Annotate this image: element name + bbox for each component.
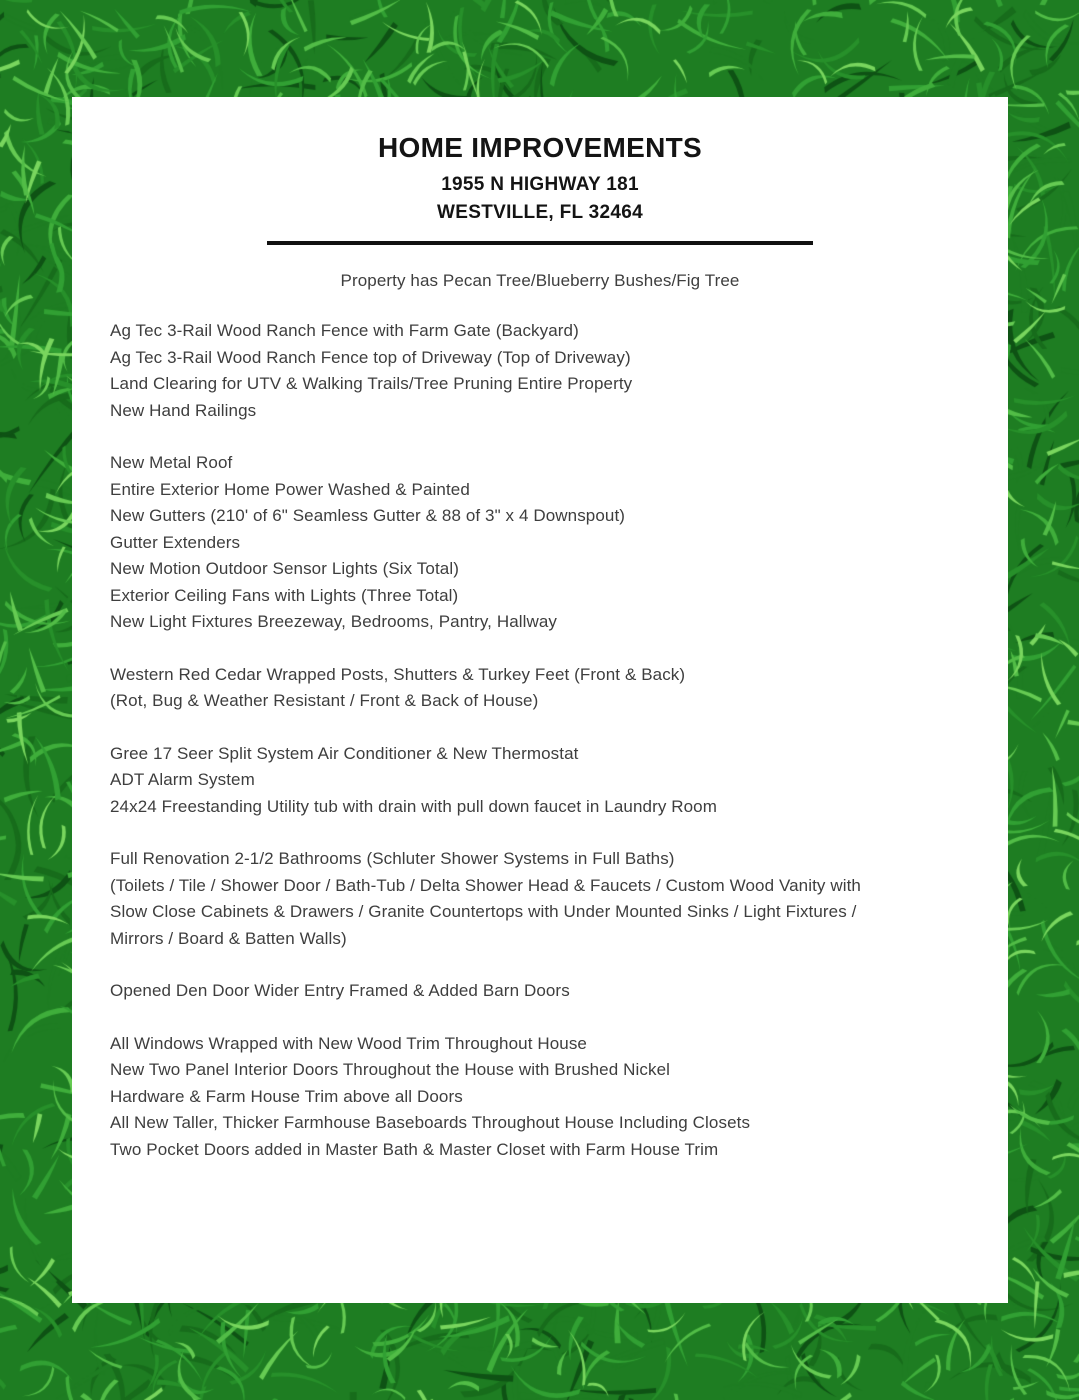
improvement-item: (Toilets / Tile / Shower Door / Bath-Tub / Delta Shower Head & Faucets / Custom Wood Vanity with — [110, 875, 861, 895]
improvement-item: New Two Panel Interior Doors Throughout the House with Brushed Nickel — [110, 1060, 670, 1079]
improvement-item: ADT Alarm System — [110, 770, 255, 789]
improvement-item: Ag Tec 3-Rail Wood Ranch Fence top of Driveway (Top of Driveway) — [110, 347, 631, 367]
improvement-item: Full Renovation 2-1/2 Bathrooms (Schluter Shower Systems in Full Baths) — [110, 849, 675, 868]
section-den — [110, 978, 1008, 1005]
address-line-1: 1955 N HIGHWAY 181 — [441, 174, 639, 195]
header-divider — [267, 241, 813, 245]
improvements-list — [110, 318, 1008, 1163]
improvement-item: Exterior Ceiling Fans with Lights (Three Total) — [110, 585, 459, 605]
improvement-item: Opened Den Door Wider Entry Framed & Added Barn Doors — [110, 981, 570, 1000]
section-bathrooms — [110, 846, 1008, 952]
section-fencing-land — [110, 318, 1008, 424]
improvement-item: Two Pocket Doors added in Master Bath & Master Closet with Farm House Trim — [110, 1139, 719, 1159]
section-exterior — [110, 450, 1008, 636]
improvement-item: All New Taller, Thicker Farmhouse Baseboards Throughout House Including Closets — [110, 1113, 751, 1132]
section-cedar — [110, 662, 1008, 715]
document-paper — [72, 97, 1008, 1303]
improvement-item: New Hand Railings — [110, 400, 257, 420]
section-windows-doors — [110, 1031, 1008, 1164]
section-systems — [110, 741, 1008, 821]
address-line-2: WESTVILLE, FL 32464 — [437, 202, 643, 223]
improvement-item: All Windows Wrapped with New Wood Trim Throughout House — [110, 1033, 587, 1053]
improvement-item: (Rot, Bug & Weather Resistant / Front & Back of House) — [110, 691, 539, 710]
improvement-item: Slow Close Cabinets & Drawers / Granite Countertops with Under Mounted Sinks / Light Fixtures / — [110, 902, 857, 921]
improvement-item: Western Red Cedar Wrapped Posts, Shutters & Turkey Feet (Front & Back) — [110, 664, 686, 684]
improvement-item: New Metal Roof — [110, 453, 233, 472]
improvement-item: Land Clearing for UTV & Walking Trails/Tree Pruning Entire Property — [110, 374, 633, 393]
improvement-item: New Motion Outdoor Sensor Lights (Six Total) — [110, 559, 459, 578]
improvement-item: Mirrors / Board & Batten Walls) — [110, 928, 347, 948]
improvement-item: Gree 17 Seer Split System Air Conditioner & New Thermostat — [110, 743, 579, 763]
page-title: HOME IMPROVEMENTS — [377, 132, 702, 163]
improvement-item: Hardware & Farm House Trim above all Doors — [110, 1086, 463, 1106]
improvement-item: Entire Exterior Home Power Washed & Painted — [110, 479, 470, 499]
improvement-item: Ag Tec 3-Rail Wood Ranch Fence with Farm Gate (Backyard) — [110, 321, 579, 340]
property-features-note: Property has Pecan Tree/Blueberry Bushes/Fig Tree — [340, 271, 740, 290]
improvement-item: 24x24 Freestanding Utility tub with drain with pull down faucet in Laundry Room — [110, 796, 717, 816]
improvement-item: Gutter Extenders — [110, 532, 241, 552]
improvement-item: New Light Fixtures Breezeway, Bedrooms, Pantry, Hallway — [110, 612, 558, 631]
improvement-item: New Gutters (210' of 6" Seamless Gutter & 88 of 3" x 4 Downspout) — [110, 506, 626, 525]
